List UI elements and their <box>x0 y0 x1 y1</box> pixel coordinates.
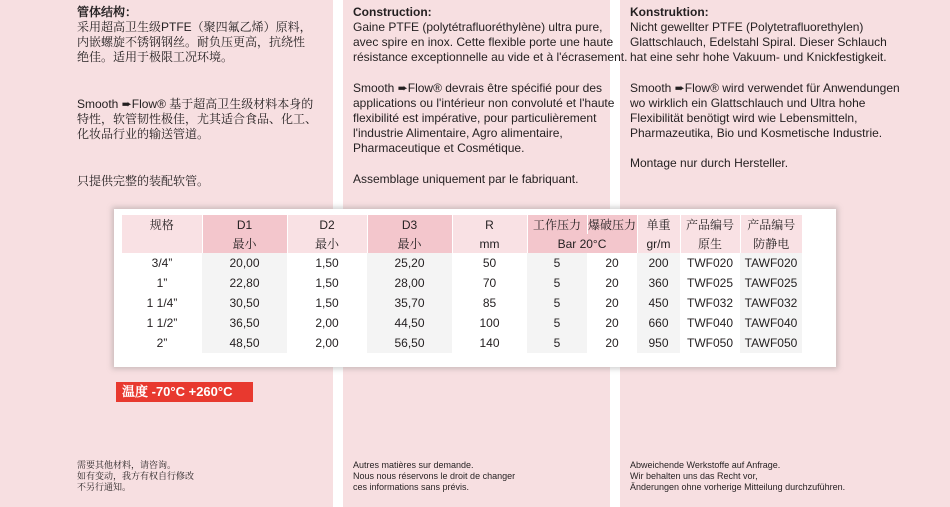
table-cell: 30,50 <box>202 293 287 313</box>
header-weight: 单重 <box>637 215 680 234</box>
table-cell: 1 1/4” <box>122 293 202 313</box>
table-cell: 5 <box>527 273 587 293</box>
table-cell: TAWF020 <box>740 253 802 273</box>
subheader-d1: 最小 <box>202 234 287 253</box>
table-row <box>122 313 802 333</box>
subheader-pressure: Bar 20°C <box>527 234 637 253</box>
header-size: 规格 <box>122 215 202 234</box>
de-footer: Abweichende Werkstoffe auf Anfrage. Wir behalten uns das Recht vor, Änderungen ohne vorherige Mitteilung durchzuführen. <box>630 460 846 492</box>
table-cell: 28,00 <box>367 273 452 293</box>
subheader-part-number: 原生 <box>680 234 740 253</box>
table-cell: 44,50 <box>367 313 452 333</box>
table-cell: 2,00 <box>287 313 367 333</box>
table-cell: 1 1/2” <box>122 313 202 333</box>
table-cell: 20 <box>587 253 637 273</box>
table-cell: 20,00 <box>202 253 287 273</box>
table-cell: 5 <box>527 293 587 313</box>
table-cell: 70 <box>452 273 527 293</box>
table-cell: 660 <box>637 313 680 333</box>
table-cell: 5 <box>527 333 587 353</box>
table-cell: TWF025 <box>680 273 740 293</box>
temperature-badge: 温度 -70°C +260°C <box>116 382 253 402</box>
table-body <box>122 253 802 353</box>
table-cell: 1,50 <box>287 293 367 313</box>
header-working-pressure: 工作压力 <box>527 215 587 234</box>
fr-footer: Autres matières sur demande. Nous nous réservons le droit de changer ces informations sans prévis. <box>353 460 516 492</box>
header-r: R <box>452 215 527 234</box>
table-cell: 3/4” <box>122 253 202 273</box>
de-application-text: Smooth ➨Flow® wird verwendet für Anwendungen wo wirklich ein Glattschlauch und Ultra hohe Flexibilität benötigt wird wie Lebensmitteln, Pharmazeutika, Bio und Kosmetische Industrie. <box>630 81 900 140</box>
zh-heading: 管体结构： <box>77 5 138 19</box>
table-cell: 36,50 <box>202 313 287 333</box>
table-cell: TAWF025 <box>740 273 802 293</box>
table-cell: TAWF050 <box>740 333 802 353</box>
header-d2: D2 <box>287 215 367 234</box>
spec-table-panel <box>114 209 836 367</box>
de-heading: Konstruktion: <box>630 5 709 19</box>
table-cell: 1,50 <box>287 253 367 273</box>
table-cell: 5 <box>527 313 587 333</box>
table-cell: 50 <box>452 253 527 273</box>
de-assembly-note: Montage nur durch Hersteller. <box>630 156 789 170</box>
header-d1: D1 <box>202 215 287 234</box>
table-cell: 20 <box>587 273 637 293</box>
table-cell: TWF032 <box>680 293 740 313</box>
fr-assembly-note: Assemblage uniquement par le fabriquant. <box>353 172 579 186</box>
table-cell: TWF040 <box>680 313 740 333</box>
fr-construction-text: Gaine PTFE (polytétrafluoréthylène) ultra pure, avec spire en inox. Cette flexible porte une haute résistance exceptionnelle au vide et à l'écrasement. <box>353 20 628 64</box>
table-cell: 2,00 <box>287 333 367 353</box>
subheader-size <box>122 234 202 253</box>
table-cell: 450 <box>637 293 680 313</box>
header-part-number: 产品编号 <box>680 215 740 234</box>
header-burst-pressure: 爆破压力 <box>587 215 637 234</box>
spec-table <box>122 215 802 353</box>
table-row <box>122 273 802 293</box>
table-cell: TAWF040 <box>740 313 802 333</box>
zh-footer: 需要其他材料，请咨询。 如有变动，我方有权自行修改 不另行通知。 <box>77 460 195 492</box>
table-cell: 360 <box>637 273 680 293</box>
table-cell: 20 <box>587 293 637 313</box>
subheader-r: mm <box>452 234 527 253</box>
table-cell: 25,20 <box>367 253 452 273</box>
table-cell: 950 <box>637 333 680 353</box>
zh-assembly-note: 只提供完整的装配软管。 <box>77 174 210 188</box>
table-cell: 56,50 <box>367 333 452 353</box>
table-cell: TWF050 <box>680 333 740 353</box>
subheader-d3: 最小 <box>367 234 452 253</box>
table-cell: TAWF032 <box>740 293 802 313</box>
table-cell: 100 <box>452 313 527 333</box>
zh-application-text: Smooth ➨Flow® 基于超高卫生级材料本身的 特性，软管韧性极佳，尤其适合食品、化工、 化妆品行业的输送管道。 <box>77 97 318 141</box>
table-cell: 20 <box>587 313 637 333</box>
subheader-part-number-antistatic: 防静电 <box>740 234 802 253</box>
table-cell: 22,80 <box>202 273 287 293</box>
table-cell: 5 <box>527 253 587 273</box>
table-subheader-row <box>122 234 802 253</box>
table-header-row <box>122 215 802 234</box>
table-cell: 48,50 <box>202 333 287 353</box>
table-cell: 2” <box>122 333 202 353</box>
table-row <box>122 293 802 313</box>
header-part-number-antistatic: 产品编号 <box>740 215 802 234</box>
fr-application-text: Smooth ➨Flow® devrais être spécifié pour des applications ou l'intérieur non convoluté et l'haute flexibilité est impérative, pour particulièrement l'industrie Alimentaire, Agro alimentaire, Pharmaceutique et Cosmétique. <box>353 81 615 155</box>
subheader-d2: 最小 <box>287 234 367 253</box>
table-cell: 85 <box>452 293 527 313</box>
table-cell: 1” <box>122 273 202 293</box>
fr-heading: Construction: <box>353 5 432 19</box>
table-cell: 1,50 <box>287 273 367 293</box>
table-cell: 20 <box>587 333 637 353</box>
table-cell: 140 <box>452 333 527 353</box>
table-cell: 200 <box>637 253 680 273</box>
table-cell: 35,70 <box>367 293 452 313</box>
table-row <box>122 333 802 353</box>
de-construction-text: Nicht gewellter PTFE (Polytetrafluorethylen) Glattschlauch, Edelstahl Spiral. Dieser Schlauch hat eine sehr hohe Vakuum- und Knickfestigkeit. <box>630 20 887 64</box>
subheader-weight: gr/m <box>637 234 680 253</box>
table-row <box>122 253 802 273</box>
table-cell: TWF020 <box>680 253 740 273</box>
zh-construction-text: 采用超高卫生级PTFE（聚四氟乙烯）原料， 内嵌螺旋不锈钢钢丝。耐负压更高，抗绕性 绝佳。适用于极限工况环境。 <box>77 20 312 64</box>
header-d3: D3 <box>367 215 452 234</box>
